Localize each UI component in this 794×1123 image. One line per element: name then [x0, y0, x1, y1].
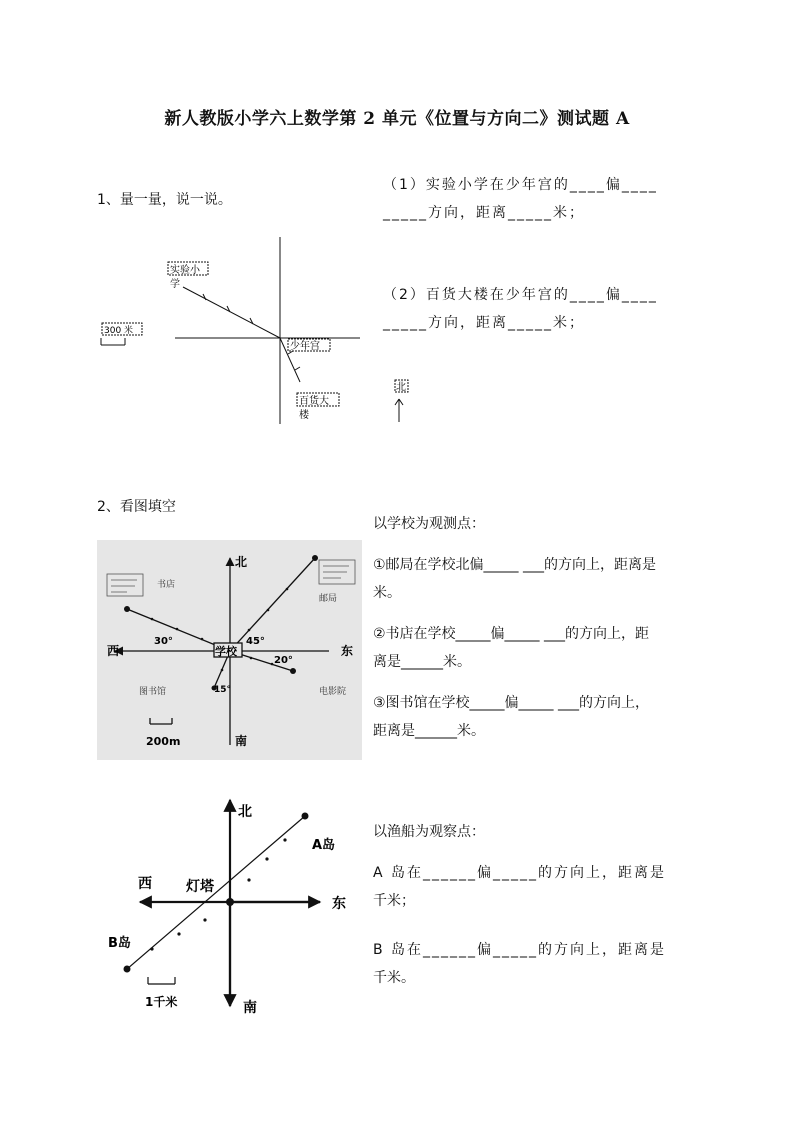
q2-label-east: 东 — [341, 644, 354, 658]
q1-line-school — [183, 287, 280, 338]
q2-diagram — [97, 540, 362, 760]
q2-tick-dot — [221, 669, 224, 672]
q1-line-2: _____方向，距离_____米； — [383, 205, 585, 221]
q2-line-3: ②书店在学校_____偏_____ ___的方向上，距 — [373, 626, 650, 642]
q2-diagram-svg — [97, 540, 362, 760]
q2-dot-bookstore — [124, 606, 130, 612]
q1-tick — [203, 294, 206, 300]
q3-dot-center — [226, 898, 234, 906]
q3-line-3: B 岛在______偏_____的方向上，距离是 — [373, 942, 667, 958]
q2-line-postoffice — [230, 558, 315, 651]
q3-tick-dot — [177, 932, 180, 935]
q1-line-3: （2）百货大楼在少年宫的____偏____ — [383, 287, 658, 303]
q1-line-1: （1）实验小学在少年宫的____偏____ — [383, 177, 658, 193]
q2-label-south: 南 — [235, 734, 248, 748]
q1-heading: 1、量一量，说一说。 — [97, 192, 232, 208]
q3-label-scale: 1千米 — [145, 995, 178, 1009]
q2-tick-dot — [267, 609, 270, 612]
q3-line-1: A 岛在______偏_____的方向上，距离是 — [373, 865, 667, 881]
q1-label-palace: 少年宫 — [290, 341, 320, 352]
q2-label-postoffice: 邮局 — [319, 594, 338, 604]
q2-bookstore-icon-lines — [111, 580, 137, 592]
q2-label-west: 西 — [107, 644, 120, 658]
q2-angle-20: 20° — [274, 655, 293, 666]
q3-label-south: 南 — [243, 1000, 257, 1016]
q3-tick-dot — [247, 878, 250, 881]
q1-label-scale: 300 米 — [104, 326, 134, 336]
q2-tick-dot — [271, 663, 274, 666]
q2-tick-dot — [176, 628, 179, 631]
q3-intro: 以渔船为观察点： — [373, 824, 485, 840]
q3-tick-dot — [203, 918, 206, 921]
q1-label-school-2: 学 — [170, 279, 180, 290]
q3-tick-dot — [265, 857, 268, 860]
q3-dot-island-b — [124, 966, 131, 973]
q1-line-4: _____方向，距离_____米； — [383, 315, 585, 331]
q2-tick-dot — [286, 588, 289, 591]
q1-label-store-2: 楼 — [299, 410, 309, 421]
q3-tick-dot — [150, 947, 153, 950]
q2-line-5: ③图书馆在学校_____偏_____ ___的方向上， — [373, 695, 650, 711]
q3-label-center: 灯塔 — [186, 879, 214, 895]
q3-label-north: 北 — [238, 804, 252, 820]
q3-tick-dot — [283, 838, 286, 841]
q1-tick — [295, 367, 300, 370]
q1-diagram — [95, 232, 415, 427]
page-title: 新人教版小学六上数学第 2 单元《位置与方向二》测试题 A — [164, 109, 630, 129]
q3-line-2: 千米； — [373, 893, 415, 909]
q2-line-6: 距离是______米。 — [373, 723, 485, 739]
q2-angle-45: 45° — [246, 636, 265, 647]
q3-line-4: 千米。 — [373, 970, 415, 986]
q3-line-islands — [127, 816, 305, 969]
q2-label-scale: 200m — [146, 735, 181, 748]
q1-label-store: 百货大 — [299, 396, 329, 407]
q2-line-4: 离是______米。 — [373, 654, 471, 670]
q2-line-2: 米。 — [373, 585, 401, 601]
q2-dot-cinema — [290, 668, 296, 674]
q1-north-arrow — [395, 399, 399, 405]
q3-diagram — [100, 794, 360, 1024]
q3-label-east: 东 — [332, 896, 346, 912]
q2-tick-dot — [201, 638, 204, 641]
q2-tick-dot — [248, 629, 251, 632]
q1-label-north: 北 — [396, 382, 406, 393]
q2-intro: 以学校为观测点： — [373, 516, 485, 532]
q2-label-center: 学校 — [215, 645, 237, 658]
q2-label-library: 图书馆 — [139, 687, 167, 697]
q3-dot-island-a — [302, 813, 309, 820]
q2-label-cinema: 电影院 — [319, 687, 347, 697]
q2-bookstore-icon — [107, 574, 143, 596]
q3-label-west: 西 — [138, 876, 152, 892]
q2-postoffice-icon-lines — [323, 566, 349, 578]
q3-label-island-b: B岛 — [108, 936, 131, 951]
q2-label-bookstore: 书店 — [157, 580, 176, 590]
q1-label-school: 实验小 — [170, 265, 200, 276]
q2-label-north: 北 — [235, 555, 248, 569]
q2-tick-dot — [250, 657, 253, 660]
q2-dot-postoffice — [312, 555, 318, 561]
q2-angle-30: 30° — [154, 636, 173, 647]
q1-north-arrow — [399, 399, 403, 405]
q2-tick-dot — [151, 618, 154, 621]
q2-angle-15: 15° — [214, 685, 232, 695]
q2-line-1: ①邮局在学校北偏_____ ___的方向上，距离是 — [373, 557, 657, 573]
q2-heading: 2、看图填空 — [97, 499, 176, 515]
q3-label-island-a: A岛 — [312, 838, 336, 853]
